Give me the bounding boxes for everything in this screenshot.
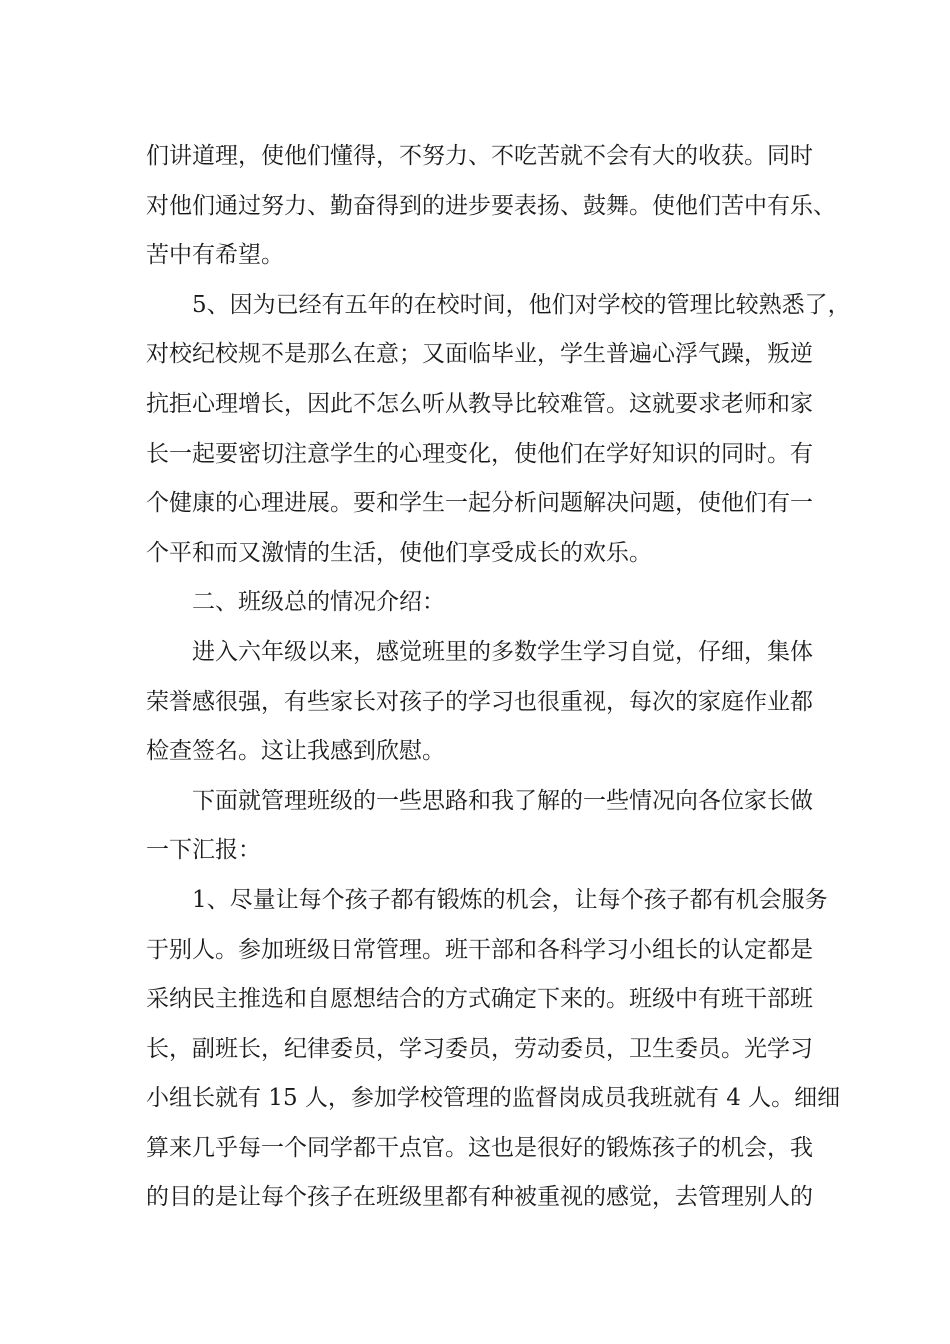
paragraph-start-line: 5、因为已经有五年的在校时间，他们对学校的管理比较熟悉了， <box>192 291 851 318</box>
text-line: 的目的是让每个孩子在班级里都有种被重视的感觉，去管理别人的 <box>146 1184 813 1211</box>
paragraph-start-line: 1、尽量让每个孩子都有锻炼的机会，让每个孩子都有机会服务 <box>192 886 828 913</box>
text-line: 长一起要密切注意学生的心理变化，使他们在学好知识的同时。有 <box>146 440 813 467</box>
text-line: 小组长就有 15 人，参加学校管理的监督岗成员我班就有 4 人。细细 <box>146 1085 841 1112</box>
document-body <box>146 132 851 1223</box>
text-line: 对校纪校规不是那么在意；又面临毕业，学生普遍心浮气躁，叛逆 <box>146 341 813 368</box>
text-line: 个平和而又激情的生活，使他们享受成长的欢乐。 <box>146 539 652 566</box>
text-line: 长，副班长，纪律委员，学习委员，劳动委员，卫生委员。光学习 <box>146 1035 813 1062</box>
text-line: 苦中有希望。 <box>146 242 284 269</box>
text-line: 采纳民主推选和自愿想结合的方式确定下来的。班级中有班干部班 <box>146 986 813 1013</box>
text-line: 算来几乎每一个同学都干点官。这也是很好的锻炼孩子的机会，我 <box>146 1134 813 1161</box>
paragraph-start-line: 进入六年级以来，感觉班里的多数学生学习自觉，仔细，集体 <box>192 638 813 665</box>
text-line: 个健康的心理进展。要和学生一起分析问题解决问题，使他们有一 <box>146 490 813 517</box>
text-line: 于别人。参加班级日常管理。班干部和各科学习小组长的认定都是 <box>146 936 813 963</box>
text-line: 一下汇报： <box>146 837 261 864</box>
section-heading: 二、班级总的情况介绍： <box>192 589 445 616</box>
text-line: 抗拒心理增长，因此不怎么听从教导比较难管。这就要求老师和家 <box>146 390 813 417</box>
text-line: 检查签名。这让我感到欣慰。 <box>146 738 445 765</box>
text-line: 们讲道理，使他们懂得，不努力、不吃苦就不会有大的收获。同时 <box>146 143 813 169</box>
text-line: 对他们通过努力、勤奋得到的进步要表扬、鼓舞。使他们苦中有乐、 <box>146 192 836 219</box>
text-line: 荣誉感很强，有些家长对孩子的学习也很重视，每次的家庭作业都 <box>146 688 813 715</box>
paragraph-start-line: 下面就管理班级的一些思路和我了解的一些情况向各位家长做 <box>192 787 813 814</box>
